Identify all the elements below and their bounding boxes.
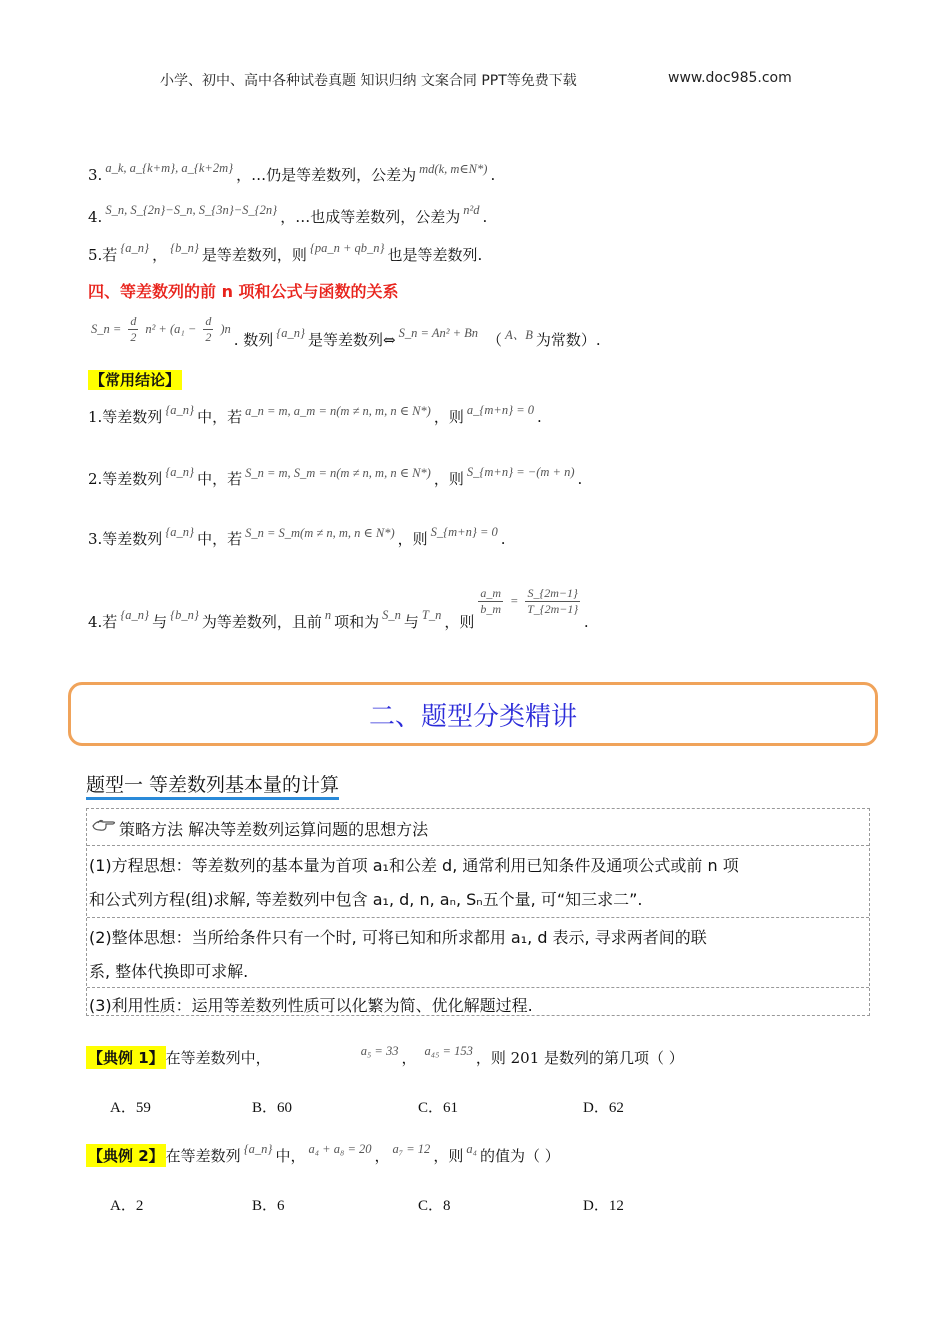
example-1-option-b[interactable]: B．60 bbox=[252, 1100, 293, 1116]
section-banner bbox=[68, 682, 878, 746]
strategy-title-row bbox=[87, 809, 869, 846]
example-1: 【典例 1】 在等差数列中， a₅ = 33 ， a₄₅ = 153 ，则 201 是数列的第几项（ ） bbox=[88, 1044, 684, 1067]
example-1-option-a[interactable]: A．59 bbox=[110, 1100, 151, 1116]
example-2-option-c[interactable]: C．8 bbox=[418, 1198, 451, 1214]
property-3: 3. a_k, a_{k+m}, a_{k+2m} ，…仍是等差数列，公差为 md(k, m∈N*) . bbox=[88, 161, 496, 184]
type1-title: 题型一 等差数列基本量的计算 bbox=[86, 774, 339, 800]
example-1-tag: 【典例 1】 bbox=[86, 1046, 166, 1069]
property-4: 4. S_n, S_{2n}−S_n, S_{3n}−S_{2n} ，…也成等差数列，公差为 n²d . bbox=[88, 203, 488, 226]
strategy-box bbox=[86, 808, 870, 1016]
property-5: 5.若 {a_n} ， {b_n} 是等差数列，则 {pa_n + qb_n} 也是等差数列. bbox=[88, 241, 483, 264]
banner-title: 二、题型分类精讲 bbox=[368, 701, 577, 732]
example-2: 【典例 2】 在等差数列 {a_n} 中， a₄ + a₈ = 20 ， a₇ = 12 ，则 a₄ 的值为（ ） bbox=[88, 1142, 560, 1165]
strategy-item-2: (2)整体思想：当所给条件只有一个时, 可将已知和所求都用 a₁, d 表示, 寻求两者间的联 系, 整体代换即可求解. bbox=[87, 917, 869, 988]
fraction-am-over-bm: $\frac{a\_m}{b\_m}$ bbox=[480, 586, 502, 616]
section4-title: 四、等差数列的前 n 项和公式与函数的关系 bbox=[88, 282, 399, 301]
conclusions-tag: 【常用结论】 bbox=[90, 371, 181, 389]
conclusion-4: 4.若 {a_n} 与 {b_n} 为等差数列，且前 n 项和为 S_n 与 T_n ，则 $\frac{a\_m}{b\_m}$ = $\frac{S\_\{2m-1\}}{T\_\{2m-1\}}$ . bbox=[88, 586, 589, 631]
example-2-option-b[interactable]: B．6 bbox=[252, 1198, 285, 1214]
example-2-option-d[interactable]: D．12 bbox=[583, 1198, 624, 1214]
type1-title-wrap bbox=[86, 770, 339, 797]
header-text: 小学、初中、高中各种试卷真题 知识归纳 文案合同 PPT等免费下载 bbox=[160, 73, 577, 89]
conclusion-2: 2.等差数列 {a_n} 中，若 S_n = m, S_m = n(m ≠ n, m, n ∈ N*) ，则 S_{m+n} = −(m + n) . bbox=[88, 465, 583, 488]
conclusion-3: 3.等差数列 {a_n} 中，若 S_n = S_m(m ≠ n, m, n ∈ N*) ，则 S_{m+n} = 0 . bbox=[88, 525, 506, 548]
example-2-tag: 【典例 2】 bbox=[86, 1144, 166, 1167]
strategy-title: 策略方法 解决等差数列运算问题的思想方法 bbox=[119, 820, 429, 839]
conclusion-1: 1.等差数列 {a_n} 中，若 a_n = m, a_m = n(m ≠ n, m, n ∈ N*) ，则 a_{m+n} = 0 . bbox=[88, 403, 542, 426]
fraction-d-over-2: $\frac{d}{2}$ bbox=[130, 314, 137, 344]
example-1-option-d[interactable]: D．62 bbox=[583, 1100, 624, 1116]
example-2-option-a[interactable]: A．2 bbox=[110, 1198, 144, 1214]
strategy-item-3: (3)利用性质：运用等差数列性质可以化繁为简、优化解题过程. bbox=[89, 996, 533, 1015]
example-1-option-c[interactable]: C．61 bbox=[418, 1100, 459, 1116]
fraction-d-over-2b: $\frac{d}{2}$ bbox=[205, 314, 212, 344]
strategy-item-1: (1)方程思想：等差数列的基本量为首项 a₁和公差 d, 通常利用已知条件及通项公式或前 n 项 和公式列方程(组)求解, 等差数列中包含 a₁, d, n, aₙ, Sₙ五个量, 可“知三求二”. bbox=[87, 845, 869, 918]
fraction-S-over-T: $\frac{S\_\{2m-1\}}{T\_\{2m-1\}}$ bbox=[527, 586, 579, 616]
sum-formula-line: S_n = $\frac{d}{2}$ n² + (a₁ − $\frac{d}{2}$ )n . 数列 {a_n} 是等差数列⇔ S_n = An² + Bn （ A、B 为常数）. bbox=[91, 314, 601, 349]
header-url[interactable]: www.doc985.com bbox=[668, 70, 792, 86]
pointing-hand-icon bbox=[91, 817, 117, 837]
